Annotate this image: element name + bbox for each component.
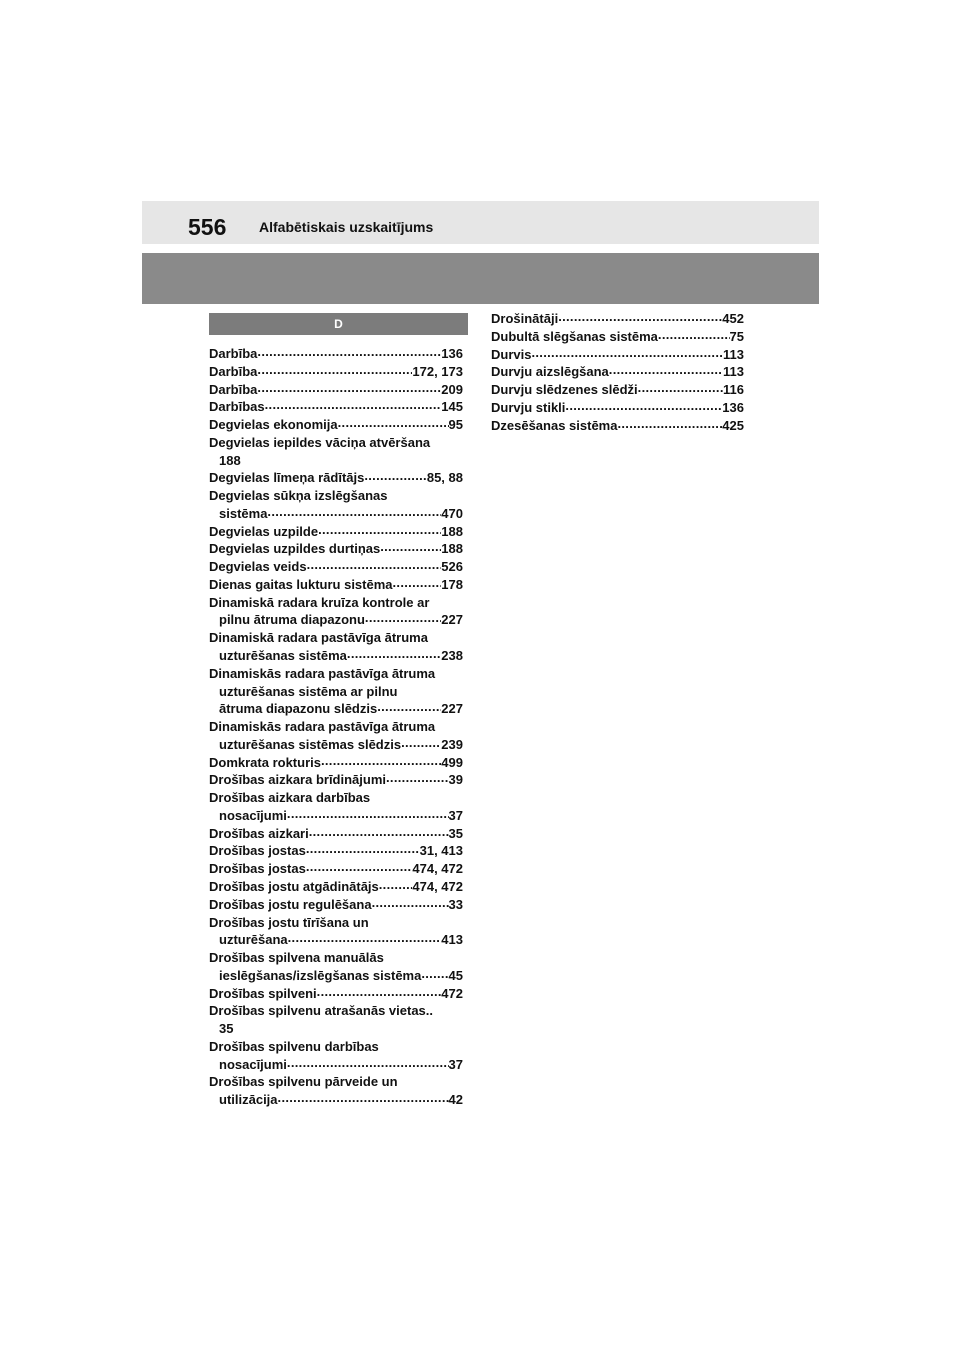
- index-entry-line: [209, 1091, 463, 1109]
- index-term: Durvju aizslēgšana: [491, 364, 609, 380]
- index-term: Drošinātāji: [491, 311, 559, 326]
- index-letter-heading: D: [209, 313, 468, 335]
- index-entry: [209, 381, 463, 399]
- index-entry: [209, 345, 463, 363]
- index-entry: [491, 328, 744, 346]
- dot-leader: [658, 328, 730, 341]
- index-entry: [491, 310, 744, 328]
- index-page-ref: 136: [441, 346, 463, 361]
- index-page-ref: 31, 413: [419, 843, 463, 859]
- index-page-ref: 472: [441, 985, 463, 1001]
- dot-leader: [257, 345, 441, 358]
- index-term: Drošības spilvena manuālās: [209, 950, 384, 966]
- index-page-ref: 474, 472: [412, 861, 463, 877]
- index-term: Dubultā slēgšanas sistēma: [491, 328, 658, 344]
- index-entry: [209, 1038, 463, 1074]
- dot-leader: [617, 417, 722, 430]
- index-entry-line: [209, 931, 463, 949]
- index-term: Drošības jostu tīrīšana un: [209, 914, 369, 930]
- index-entry-line: [209, 523, 463, 541]
- index-term: nosacījumi: [219, 807, 287, 823]
- dot-leader: [365, 611, 441, 624]
- index-entry-line: [491, 399, 744, 417]
- index-page-ref: 239: [441, 736, 463, 752]
- index-term: Dinamiskās radara pastāvīga ātruma: [209, 665, 436, 681]
- index-entry-line: [209, 1056, 463, 1074]
- index-page-ref: 95: [448, 417, 463, 433]
- index-page-ref: 42: [448, 1092, 463, 1108]
- index-page-ref: 188: [441, 523, 463, 539]
- dot-leader: [347, 647, 441, 660]
- dot-leader: [380, 540, 441, 553]
- index-term: nosacījumi: [219, 1056, 287, 1072]
- index-entry-line: [209, 878, 463, 896]
- index-entry: [209, 985, 463, 1003]
- dot-leader: [318, 523, 441, 536]
- index-entry: [209, 771, 463, 789]
- index-page-ref: 188: [441, 541, 463, 557]
- index-page-ref: 145: [441, 399, 463, 415]
- decorative-band: [142, 253, 819, 304]
- index-entry-line: [209, 842, 463, 860]
- index-page-ref: 238: [441, 648, 463, 664]
- index-page-ref: 227: [441, 612, 463, 628]
- dot-leader: [288, 931, 442, 944]
- index-entry-line: [491, 328, 744, 346]
- index-term: Degvielas sūkņa izslēgšanas: [209, 488, 388, 504]
- index-term: ieslēgšanas/izslēgšanas sistēma: [219, 967, 422, 983]
- index-entry-line: [209, 416, 463, 434]
- dot-leader: [317, 985, 442, 998]
- index-term: uzturēšana: [219, 932, 288, 948]
- index-entry-line: [491, 363, 744, 381]
- index-entry: [209, 896, 463, 914]
- index-entry: [209, 878, 463, 896]
- index-page-ref: 136: [722, 399, 744, 415]
- index-page-ref: 39: [448, 772, 463, 788]
- index-term: Dienas gaitas lukturu sistēma: [209, 576, 393, 592]
- index-page-ref: 452: [722, 311, 744, 326]
- dot-leader: [257, 363, 412, 376]
- index-entry: [209, 469, 463, 487]
- index-entry: [209, 842, 463, 860]
- index-page-ref: 526: [441, 559, 463, 575]
- index-term: Durvju stikli: [491, 399, 566, 415]
- dot-leader: [321, 754, 441, 767]
- index-term: Darbība: [209, 363, 258, 379]
- dot-leader: [364, 469, 426, 482]
- index-entry: [209, 398, 463, 416]
- dot-leader: [393, 576, 442, 589]
- index-term: Domkrata rokturis: [209, 754, 321, 770]
- index-page-ref: 425: [722, 417, 744, 433]
- index-term: utilizācija: [219, 1092, 278, 1108]
- index-entry-line: [209, 860, 463, 878]
- index-entry-line: [209, 967, 463, 985]
- index-page-ref: 35: [448, 825, 463, 841]
- index-page-ref: 33: [448, 896, 463, 912]
- index-entry: [209, 789, 463, 825]
- dot-leader: [309, 825, 449, 838]
- index-term: uzturēšanas sistēmas slēdzis: [219, 736, 402, 752]
- index-term: uzturēšanas sistēma ar pilnu: [219, 683, 398, 699]
- dot-leader: [379, 878, 413, 891]
- dot-leader: [287, 807, 449, 820]
- dot-leader: [306, 842, 420, 855]
- dot-leader: [531, 346, 723, 359]
- index-term: sistēma: [219, 505, 268, 521]
- index-entry: [491, 346, 744, 364]
- index-term: Drošības spilvenu darbības: [209, 1038, 379, 1054]
- index-entry-line: [491, 346, 744, 364]
- index-entry: [209, 487, 463, 523]
- index-entry: [209, 665, 463, 718]
- index-term: Drošības jostu regulēšana: [209, 896, 372, 912]
- index-entry-line: [491, 417, 744, 435]
- index-page-ref: 227: [441, 701, 463, 717]
- index-term: Durvis: [491, 346, 532, 362]
- index-page-ref: 474, 472: [412, 878, 463, 894]
- index-term: Drošības spilveni: [209, 985, 317, 1001]
- dot-leader: [338, 416, 449, 429]
- index-entry: [209, 416, 463, 434]
- index-page-ref: 209: [441, 381, 463, 397]
- index-page-ref: 35: [219, 1021, 234, 1037]
- index-page-ref: 188: [219, 452, 241, 468]
- index-term: Drošības jostas: [209, 861, 306, 877]
- index-entry-line: [209, 985, 463, 1003]
- index-page-ref: 45: [448, 967, 463, 983]
- dot-leader: [638, 381, 723, 394]
- index-entry: [209, 718, 463, 754]
- dot-leader: [372, 896, 449, 909]
- dot-leader: [401, 736, 441, 749]
- page-number: 556: [188, 214, 227, 240]
- section-title: Alfabētiskais uzskaitījums: [259, 219, 434, 235]
- index-page-ref: 75: [729, 328, 744, 344]
- index-entry-line: [491, 381, 744, 399]
- index-term: Darbība: [209, 346, 258, 361]
- dot-leader: [377, 700, 441, 713]
- index-entry: [209, 1002, 463, 1038]
- index-entry: [209, 825, 463, 843]
- index-term: Drošības spilvenu pārveide un: [209, 1074, 398, 1090]
- dot-leader: [257, 381, 441, 394]
- index-term: Dinamiskās radara pastāvīga ātruma: [209, 719, 436, 735]
- index-entry: [209, 558, 463, 576]
- index-entry: [209, 860, 463, 878]
- index-entry: [209, 754, 463, 772]
- index-entry: [209, 594, 463, 630]
- index-entry-line: [209, 896, 463, 914]
- index-entry-line: [209, 825, 463, 843]
- index-entry-line: [209, 576, 463, 594]
- index-term: Drošības aizkara brīdinājumi: [209, 772, 387, 788]
- index-term: Drošības spilvenu atrašanās vietas..: [209, 1003, 433, 1019]
- header-bar: [142, 201, 819, 244]
- index-entry-line: [209, 505, 463, 523]
- index-entry: [209, 363, 463, 381]
- index-entry-line: [209, 558, 463, 576]
- index-entry-line: [209, 469, 463, 487]
- index-entry: [209, 523, 463, 541]
- dot-leader: [386, 771, 449, 784]
- index-page-ref: 37: [448, 807, 463, 823]
- index-entry: [209, 540, 463, 558]
- index-entry: [209, 914, 463, 950]
- dot-leader: [307, 558, 442, 571]
- index-column-left: [209, 345, 463, 1109]
- index-term: Darbība: [209, 381, 258, 397]
- index-entry-line: [209, 398, 463, 416]
- index-term: Darbības: [209, 399, 265, 415]
- index-page-ref: 172, 173: [412, 363, 463, 379]
- index-page-ref: 116: [723, 382, 744, 398]
- index-term: Drošības jostas: [209, 843, 306, 859]
- index-term: Drošības jostu atgādinātājs: [209, 878, 379, 894]
- index-term: Drošības aizkara darbības: [209, 790, 371, 806]
- index-entry-line: [209, 345, 463, 363]
- dot-leader: [287, 1056, 449, 1069]
- dot-leader: [265, 398, 442, 411]
- index-entry-line: [209, 736, 463, 754]
- index-entry: [491, 381, 744, 399]
- index-term: Degvielas iepildes vāciņa atvēršana: [209, 434, 431, 450]
- dot-leader: [565, 399, 722, 412]
- dot-leader: [558, 310, 722, 323]
- dot-leader: [421, 967, 448, 980]
- index-entry: [209, 629, 463, 665]
- dot-leader: [278, 1091, 449, 1104]
- index-entry: [209, 1073, 463, 1109]
- index-term: Degvielas veids: [209, 559, 307, 575]
- index-term: Degvielas līmeņa rādītājs: [209, 470, 365, 486]
- dot-leader: [306, 860, 413, 873]
- index-entry-line: [491, 310, 744, 328]
- index-entry: [491, 363, 744, 381]
- dot-leader: [609, 363, 723, 376]
- index-page-ref: 113: [723, 364, 744, 380]
- index-entry-line: [209, 540, 463, 558]
- index-entry-line: [209, 754, 463, 772]
- index-entry: [491, 399, 744, 417]
- index-page-ref: 499: [441, 754, 463, 770]
- index-entry: [491, 417, 744, 435]
- index-entry-line: [209, 647, 463, 665]
- index-entry: [209, 949, 463, 985]
- index-entry-line: [209, 363, 463, 381]
- index-term: Dzesēšanas sistēma: [491, 417, 618, 433]
- index-term: ātruma diapazonu slēdzis: [219, 701, 378, 717]
- index-term: Degvielas uzpildes durtiņas: [209, 541, 381, 557]
- index-page-ref: 178: [441, 576, 463, 592]
- index-term: uzturēšanas sistēma: [219, 648, 347, 664]
- index-term: Dinamiskā radara pastāvīga ātruma: [209, 630, 428, 646]
- index-term: Dinamiskā radara kruīza kontrole ar: [209, 594, 430, 610]
- dot-leader: [267, 505, 441, 518]
- index-page-ref: 113: [723, 346, 744, 362]
- index-page-ref: 413: [441, 932, 463, 948]
- index-term: Degvielas uzpilde: [209, 523, 319, 539]
- index-entry: [209, 576, 463, 594]
- index-term: Durvju slēdzenes slēdži: [491, 382, 638, 398]
- index-entry-line: [209, 611, 463, 629]
- index-entry-line: [209, 700, 463, 718]
- index-term: Degvielas ekonomija: [209, 417, 338, 433]
- index-entry-line: [209, 771, 463, 789]
- index-entry: [209, 434, 463, 470]
- index-term: Drošības aizkari: [209, 825, 309, 841]
- index-page-ref: 470: [441, 505, 463, 521]
- index-column-right: [491, 310, 744, 434]
- index-page-ref: 37: [448, 1056, 463, 1072]
- index-entry-line: [209, 807, 463, 825]
- index-page-ref: 85, 88: [426, 470, 463, 486]
- index-entry-line: [209, 381, 463, 399]
- index-term: pilnu ātruma diapazonu: [219, 612, 365, 628]
